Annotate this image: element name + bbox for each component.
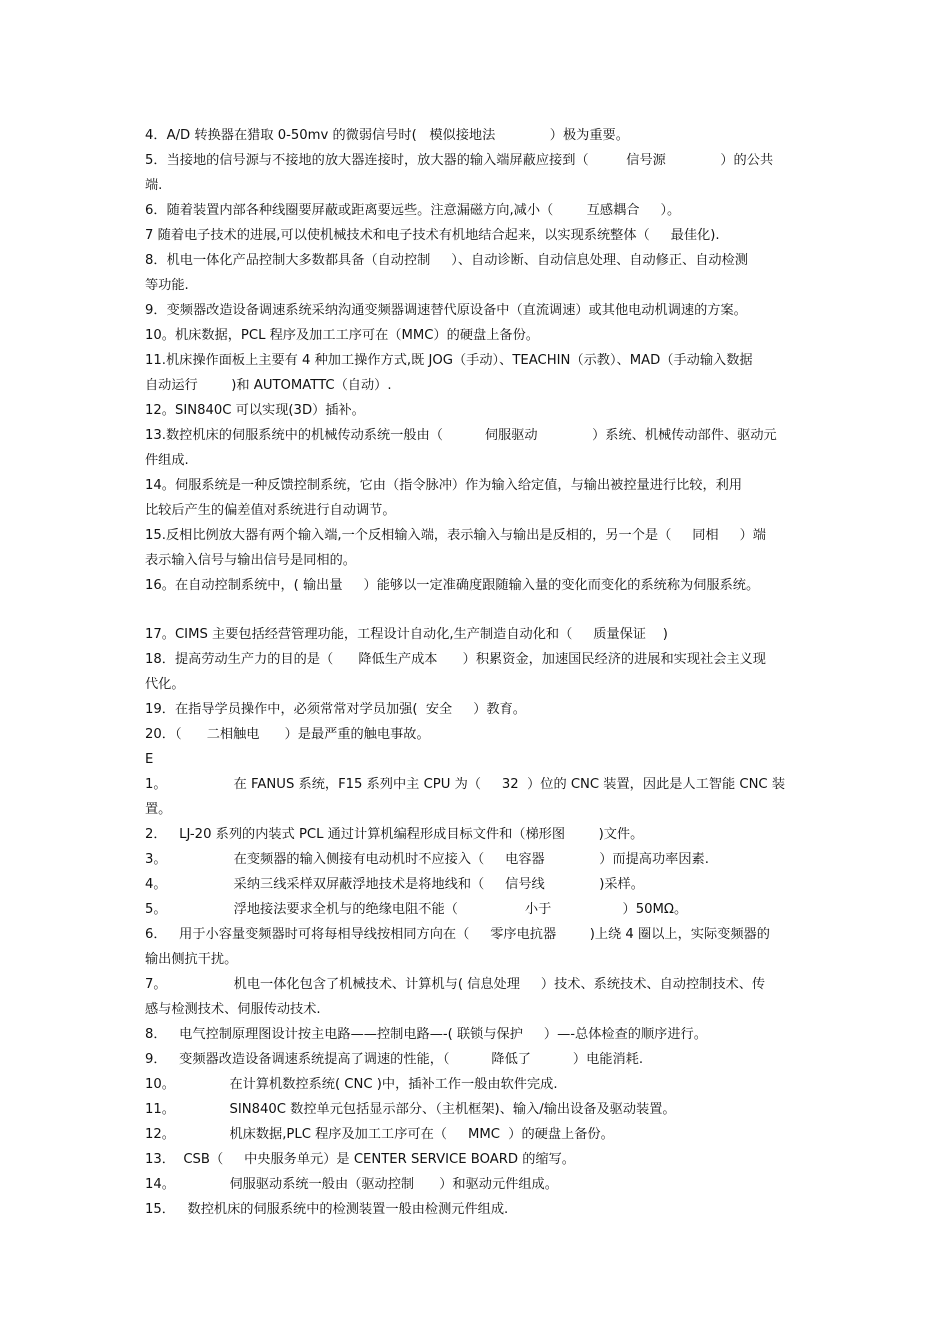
text-line: 代化。 — [145, 677, 185, 692]
text-line: 10。 在计算机数控系统( CNC )中，插补工作一般由软件完成. — [145, 1077, 558, 1092]
text-line: 15.反相比例放大器有两个输入端,一个反相输入端，表示输入与输出是反相的，另一个是（ 同相 ）端 — [145, 528, 766, 543]
text-line: 6．随着装置内部各种线圈要屏蔽或距离要远些。注意漏磁方向,减小（ 互感耦合 ）。 — [145, 203, 681, 218]
blank-line — [145, 598, 807, 622]
text-line: 7。 机电一体化包含了机械技术、计算机与( 信息处理 ）技术、系统技术、自动控制技术、传 — [145, 977, 766, 992]
text-line: 10。机床数据，PCL 程序及加工工序可在（MMC）的硬盘上备份。 — [145, 328, 539, 343]
text-line: 输出侧抗干扰。 — [145, 952, 238, 967]
text-line: 置。 — [145, 802, 172, 817]
text-line: 14。伺服系统是一种反馈控制系统，它由（指令脉冲）作为输入给定值，与输出被控量进行比较，利用 — [145, 478, 743, 493]
text-line: 8． 电气控制原理图设计按主电路——控制电路—-( 联锁与保护 ）—-总体检查的顺序进行。 — [145, 1027, 707, 1042]
text-line: 自动运行 )和 AUTOMATTC（自动）. — [145, 378, 392, 393]
text-line: 15． 数控机床的伺服系统中的检测装置一般由检测元件组成. — [145, 1202, 509, 1217]
text-line: 18．提高劳动生产力的目的是（ 降低生产成本 ）积累资金，加速国民经济的进展和实现社会主义现 — [145, 652, 766, 667]
text-line: 1。 在 FANUS 系统，F15 系列中主 CPU 为（ 32 ）位的 CNC 装置，因此是人工智能 CNC 装 — [145, 777, 786, 792]
text-line: 等功能. — [145, 278, 189, 293]
text-line: 4。 采纳三线采样双屏蔽浮地技术是将地线和（ 信号线 )采样。 — [145, 877, 644, 892]
text-line: 端. — [145, 178, 163, 193]
text-line: 16。在自动控制系统中，( 输出量 ）能够以一定准确度跟随输入量的变化而变化的系统称为伺服系统。 — [145, 578, 760, 593]
section-heading: E — [145, 752, 154, 767]
text-line: 9． 变频器改造设备调速系统提高了调速的性能，（ 降低了 ）电能消耗. — [145, 1052, 644, 1067]
text-line: 6． 用于小容量变频器时可将每相导线按相同方向在（ 零序电抗器 )上绕 4 圈以上，实际变频器的 — [145, 927, 770, 942]
text-line: 17。CIMS 主要包括经营管理功能，工程设计自动化,生产制造自动化和（ 质量保证 ) — [145, 627, 668, 642]
text-line: 5。 浮地接法要求全机与的绝缘电阻不能（ 小于 ）50MΩ。 — [145, 902, 688, 917]
text-line: 12。SIN840C 可以实现(3D）插补。 — [145, 403, 365, 418]
text-line: 12。 机床数据,PLC 程序及加工工序可在（ MMC ）的硬盘上备份。 — [145, 1127, 614, 1142]
text-line: 感与检测技术、伺服传动技术. — [145, 1002, 321, 1017]
text-line: 7 随着电子技术的进展,可以使机械技术和电子技术有机地结合起来，以实现系统整体（ 最佳化). — [145, 228, 720, 243]
text-line: 13.数控机床的伺服系统中的机械传动系统一般由（ 伺服驱动 ）系统、机械传动部件、驱动元 — [145, 428, 777, 443]
text-line: 11.机床操作面板上主要有 4 种加工操作方式,既 JOG（手动）、TEACHIN（示教）、MAD（手动输入数据 — [145, 353, 753, 368]
text-line: 13． CSB（ 中央服务单元）是 CENTER SERVICE BOARD 的缩写。 — [145, 1152, 575, 1167]
text-line: 3。 在变频器的输入侧接有电动机时不应接入（ 电容器 ）而提高功率因素. — [145, 852, 709, 867]
text-line: 11。 SIN840C 数控单元包括显示部分、（主机框架)、输入/输出设备及驱动装置。 — [145, 1102, 676, 1117]
text-line: 表示输入信号与输出信号是同相的。 — [145, 553, 356, 568]
text-line: 4．A/D 转换器在猎取 0-50mv 的微弱信号时( 模似接地法 ）极为重要。 — [145, 128, 629, 143]
text-line: 2． LJ-20 系列的内装式 PCL 通过计算机编程形成目标文件和（梯形图 )文件。 — [145, 827, 644, 842]
text-line: 8．机电一体化产品控制大多数都具备（自动控制 ）、自动诊断、自动信息处理、自动修正、自动检测 — [145, 253, 748, 268]
text-line: 20．（ 二相触电 ）是最严重的触电事故。 — [145, 727, 430, 742]
text-line: 件组成. — [145, 453, 189, 468]
text-line: 比较后产生的偏差值对系统进行自动调节。 — [145, 503, 396, 518]
text-line: 14。 伺服驱动系统一般由（驱动控制 ）和驱动元件组成。 — [145, 1177, 558, 1192]
text-line: 19．在指导学员操作中，必须常常对学员加强( 安全 ）教育。 — [145, 702, 526, 717]
text-line: 9．变频器改造设备调速系统采纳沟通变频器调速替代原设备中（直流调速）或其他电动机调速的方案。 — [145, 303, 747, 318]
text-line: 5．当接地的信号源与不接地的放大器连接时，放大器的输入端屏蔽应接到（ 信号源 ）的公共 — [145, 153, 774, 168]
document-page — [145, 123, 807, 1222]
